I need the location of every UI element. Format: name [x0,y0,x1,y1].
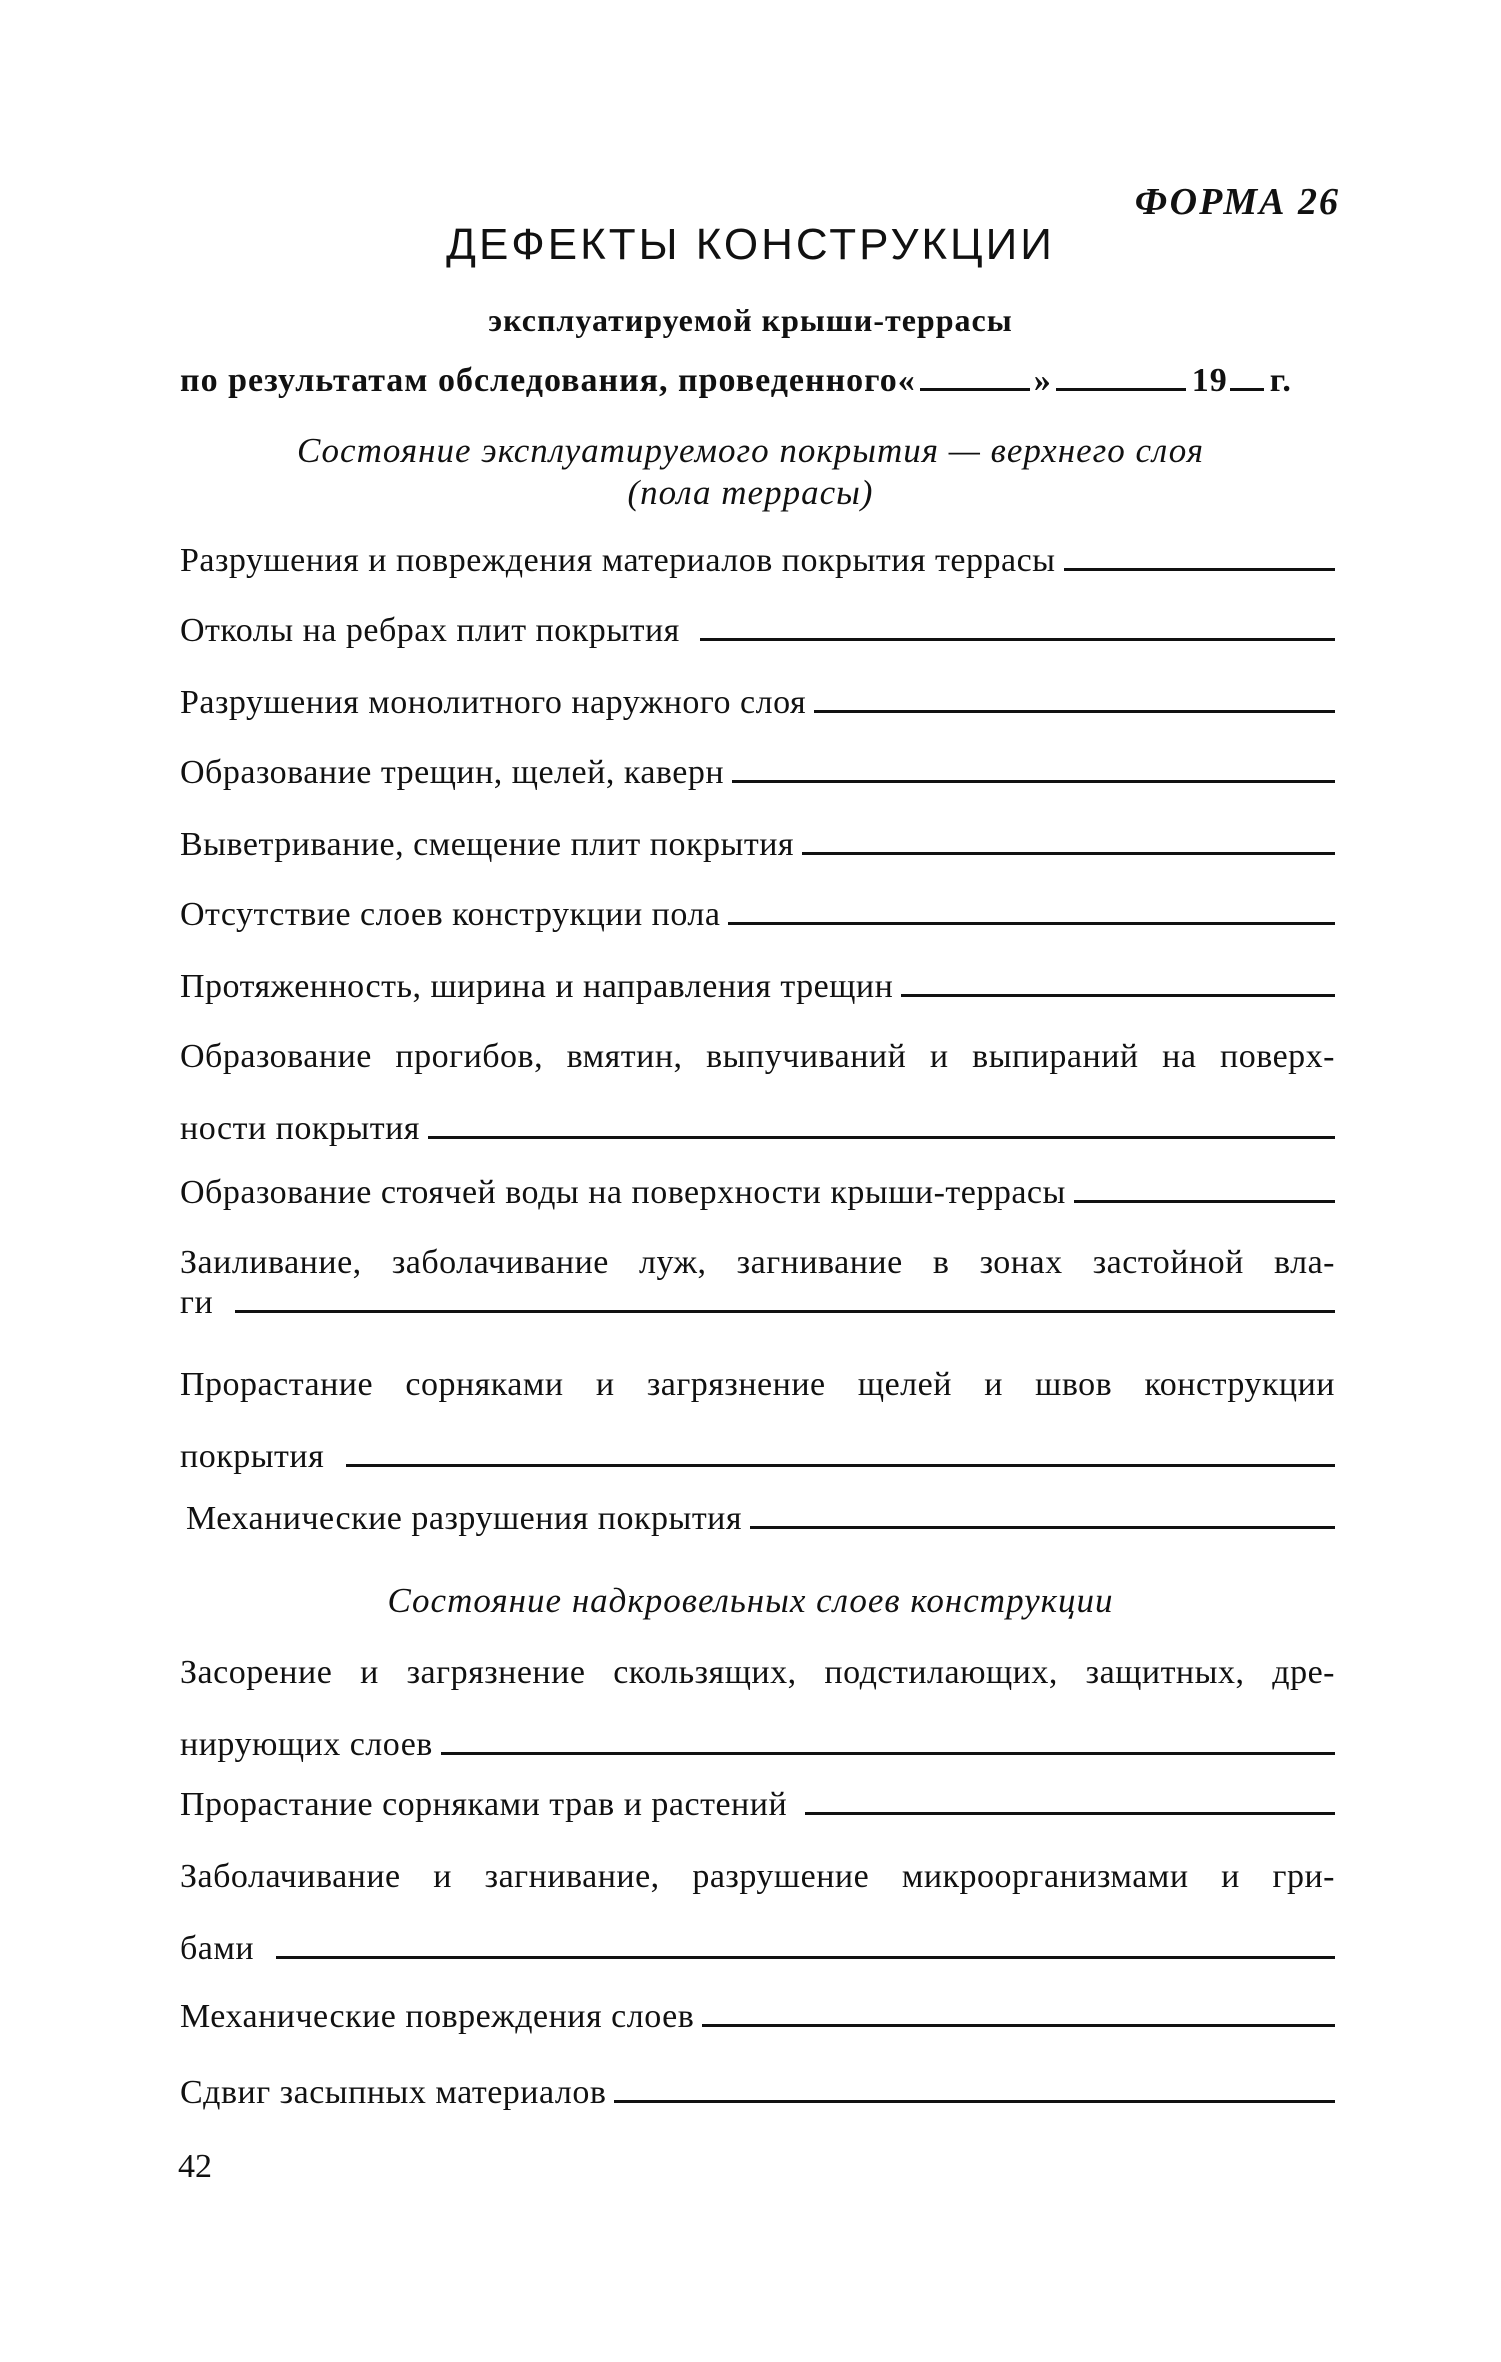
defect-label: Разрушения и повреждения материалов покрытия террасы [180,542,1056,579]
defect-item [180,2074,1335,2112]
answer-line[interactable] [700,634,1335,641]
answer-line[interactable] [1064,564,1335,571]
answer-line[interactable] [346,1460,1335,1467]
defect-label: Выветривание, смещение плит покрытия [180,826,795,863]
defect-item [180,826,1335,864]
defect-label-line2: ности покрытия [180,1110,420,1147]
defect-label-line1: Заболачивание и загнивание, разрушение микроорганизмами и гри- [180,1858,1335,1895]
answer-line[interactable] [802,848,1335,855]
day-blank-field[interactable] [920,384,1030,391]
defect-item [180,1998,1335,2036]
defect-label: Механические разрушения покрытия [186,1500,743,1537]
defect-label: Разрушения монолитного наружного слоя [180,684,807,721]
defect-item [180,968,1335,1006]
answer-line[interactable] [750,1522,1335,1529]
defect-label: Протяженность, ширина и направления трещин [180,968,894,1005]
defect-item [186,1500,1335,1538]
defect-item [180,1858,1335,1968]
defect-label: Отколы на ребрах плит покрытия [180,612,680,649]
survey-prefix: по результатам обследования, проведенного [180,362,898,399]
answer-line[interactable] [441,1748,1335,1755]
defect-label: Механические повреждения слоев [180,1998,695,2035]
year-prefix: 19 [1191,362,1228,399]
answer-line[interactable] [235,1306,1335,1313]
defect-item [180,1786,1335,1824]
defect-item [180,1174,1335,1212]
defect-label-line1: Заиливание, заболачивание луж, загнивание в зонах застойной вла- [180,1244,1335,1281]
month-blank-field[interactable] [1056,384,1186,391]
defect-item [180,754,1335,792]
defect-item [180,1654,1335,1764]
answer-line[interactable] [732,776,1335,783]
defect-item [180,684,1335,722]
section2-heading: Состояние надкровельных слоев конструкции [387,1581,1114,1620]
defect-label: Образование трещин, щелей, каверн [180,754,725,791]
defect-item [180,1038,1335,1148]
document-subtitle: эксплуатируемой крыши-террасы [488,302,1013,338]
page-number: 42 [178,2148,212,2185]
section1-heading-line2: (пола террасы) [627,473,874,512]
answer-line[interactable] [805,1808,1335,1815]
answer-line[interactable] [702,2020,1335,2027]
answer-line[interactable] [614,2096,1335,2103]
defect-item [180,612,1335,650]
close-quote: » [1033,362,1052,399]
defect-label-line2: нирующих слоев [180,1726,433,1763]
defect-item [180,1244,1335,1322]
defect-label: Сдвиг засыпных материалов [180,2074,607,2111]
defect-label: Отсутствие слоев конструкции пола [180,896,721,933]
answer-line[interactable] [814,706,1335,713]
defect-item [180,542,1335,580]
section1-heading-line1: Состояние эксплуатируемого покрытия — верхнего слоя [296,431,1205,470]
defect-item [180,896,1335,934]
defect-label-line2: покрытия [180,1438,325,1475]
document-title: ДЕФЕКТЫ КОНСТРУКЦИИ [446,220,1055,269]
survey-date-line [180,362,1335,400]
defect-label-line1: Прорастание сорняками и загрязнение щелей и швов конструкции [180,1366,1335,1403]
year-blank-field[interactable] [1230,384,1264,391]
defect-label-line2: ги [180,1284,214,1321]
answer-line[interactable] [276,1952,1335,1959]
defect-label-line2: бами [180,1930,255,1967]
defect-label: Прорастание сорняками трав и растений [180,1786,788,1823]
open-quote: « [897,362,916,399]
answer-line[interactable] [428,1132,1335,1139]
defect-item [180,1366,1335,1476]
year-suffix: г. [1269,362,1292,399]
form-number-label: ФОРМА 26 [1134,181,1340,223]
section1-heading [0,430,1501,514]
answer-line[interactable] [901,990,1335,997]
answer-line[interactable] [728,918,1335,925]
defect-label-line1: Образование прогибов, вмятин, выпучиваний и выпираний на поверх- [180,1038,1335,1075]
defect-label-line1: Засорение и загрязнение скользящих, подстилающих, защитных, дре- [180,1654,1335,1691]
defect-label: Образование стоячей воды на поверхности крыши-террасы [180,1174,1066,1211]
answer-line[interactable] [1074,1196,1335,1203]
